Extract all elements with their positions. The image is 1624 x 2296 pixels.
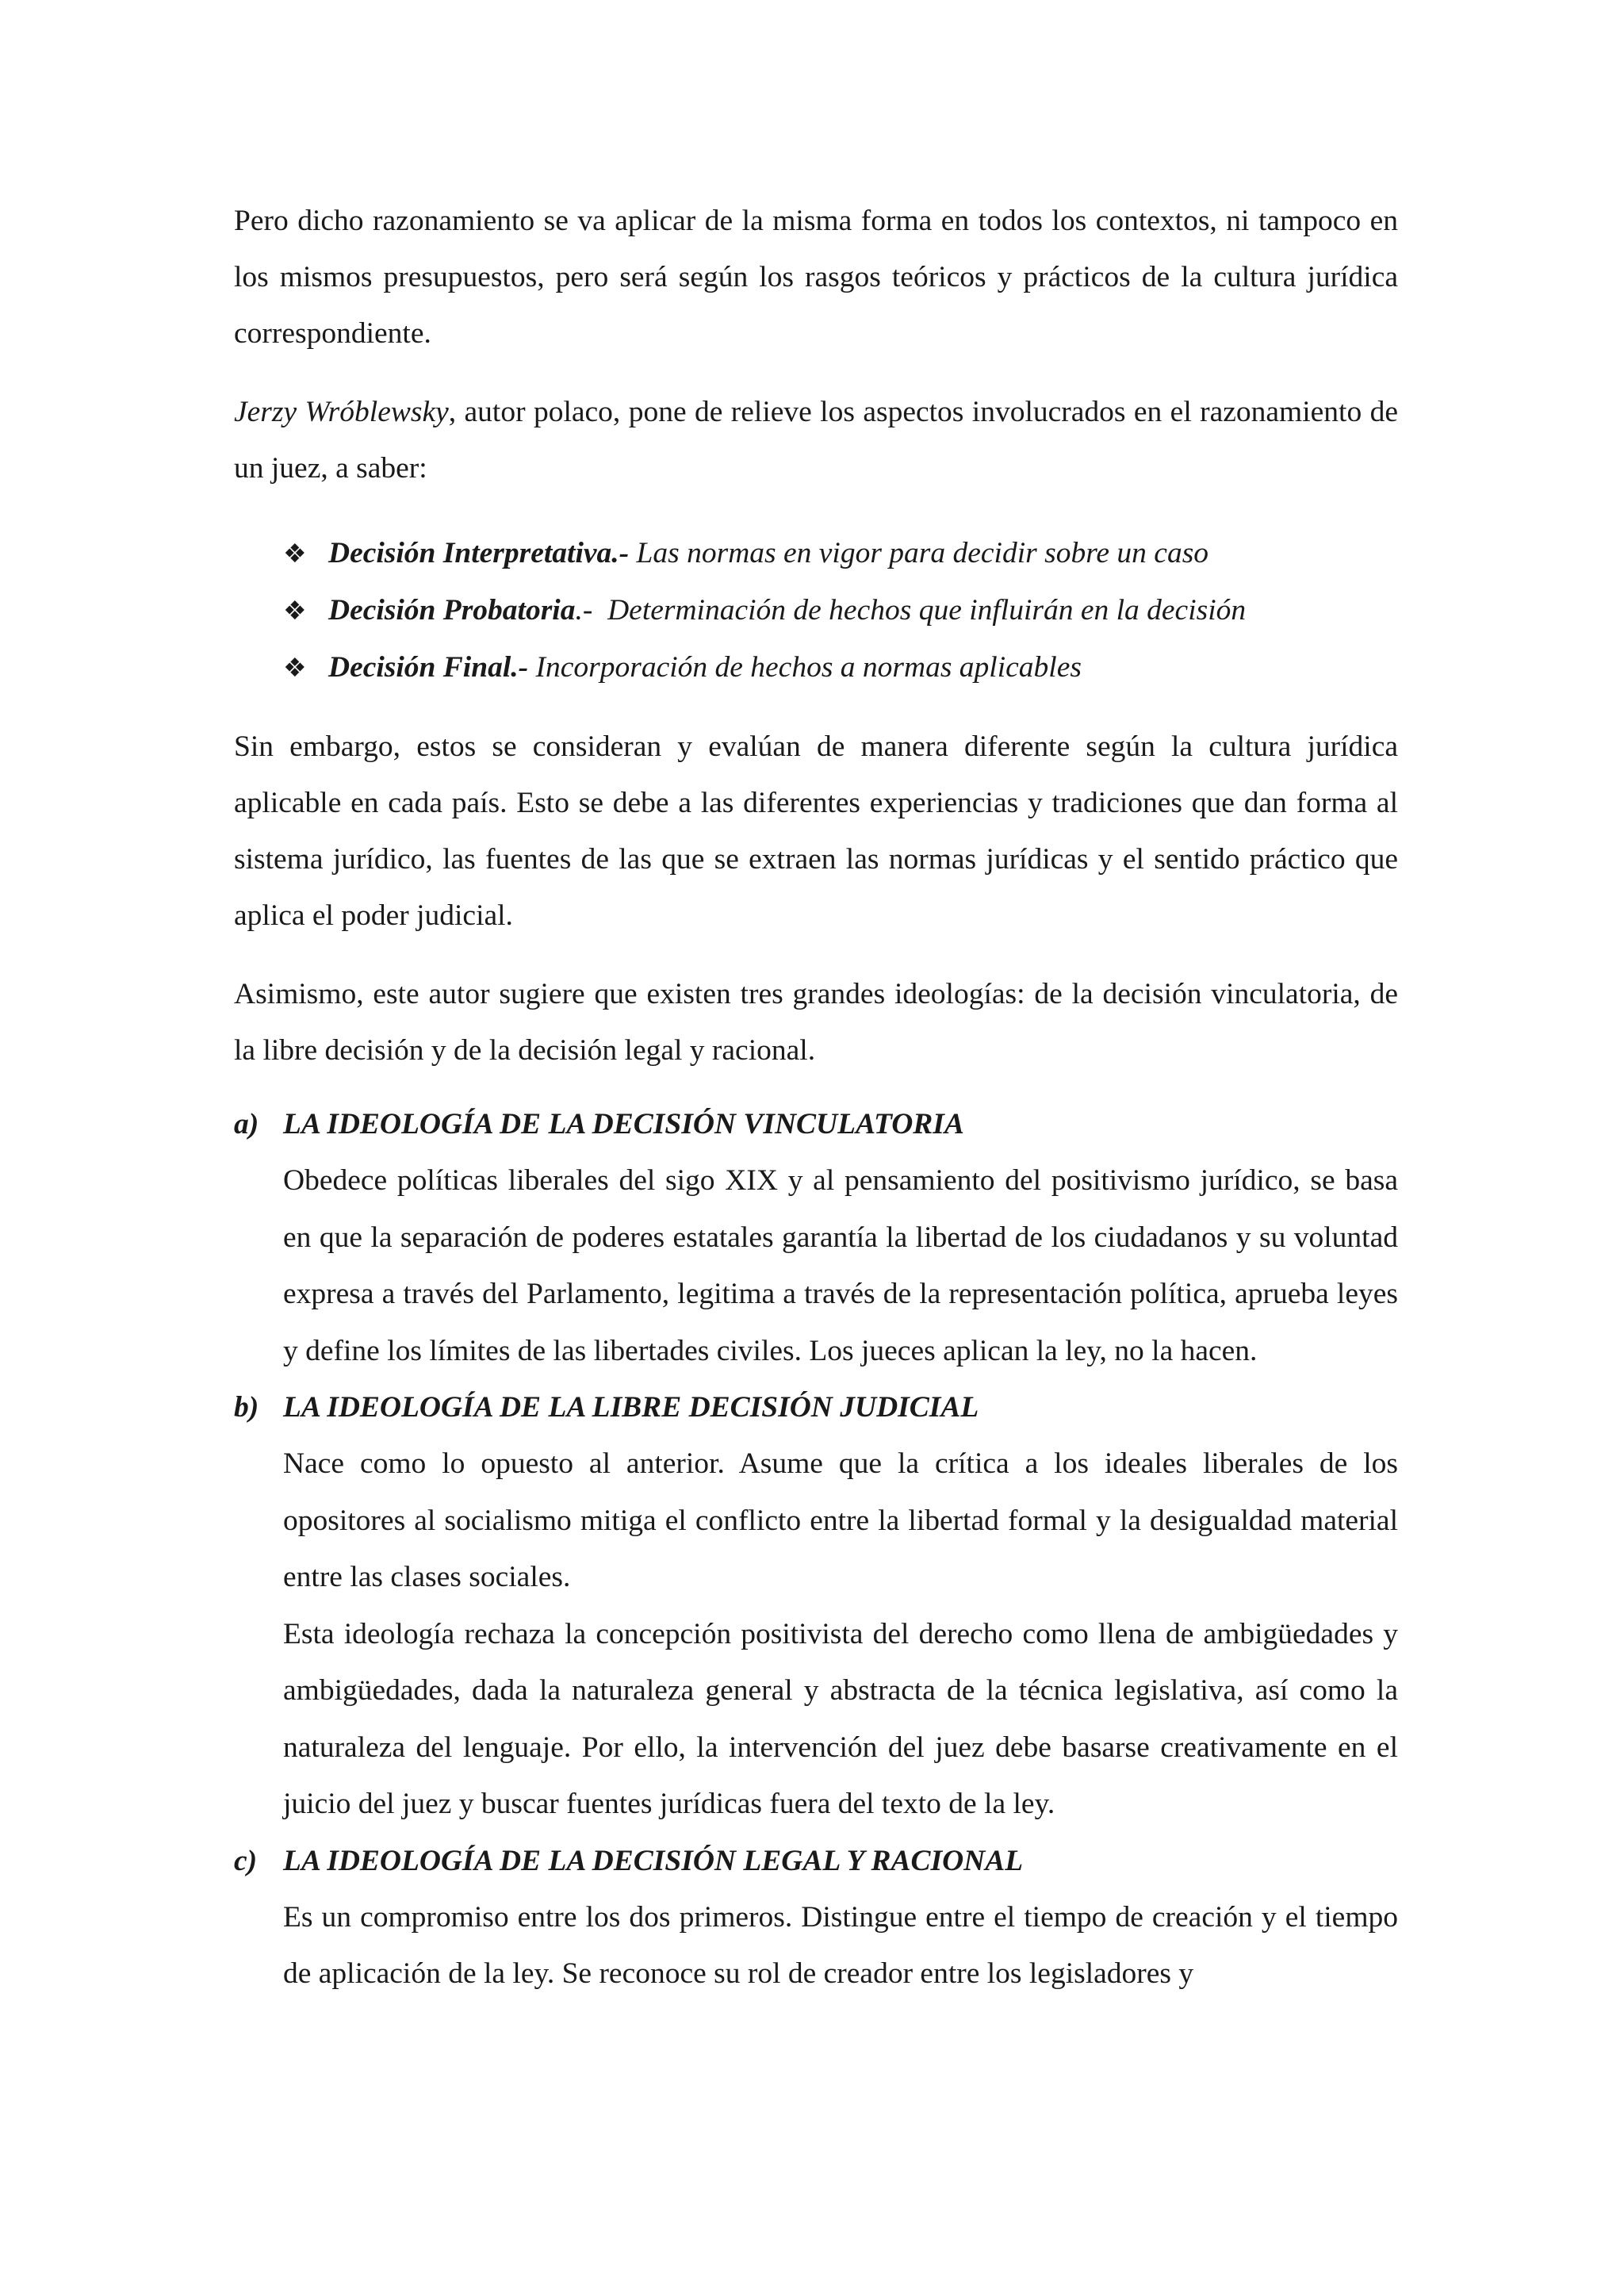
author-paragraph <box>234 384 1398 496</box>
decision-list <box>234 525 1398 696</box>
section-title: LA IDEOLOGÍA DE LA DECISIÓN VINCULATORIA <box>283 1108 964 1140</box>
section-letter: b) <box>234 1391 259 1424</box>
section-title: LA IDEOLOGÍA DE LA LIBRE DECISIÓN JUDICIAL <box>283 1391 979 1424</box>
culture-paragraph: Sin embargo, estos se consideran y evalúan de manera diferente según la cultura jurídica aplicable en cada país. Esto se debe a las diferentes experiencias y tradiciones que dan forma al sistema jurídico, las fuentes de las que se extraen las normas jurídicas y el sentido práctico que aplica el poder judicial. <box>234 730 1398 932</box>
section-title: LA IDEOLOGÍA DE LA DECISIÓN LEGAL Y RACIONAL <box>283 1844 1024 1877</box>
list-item <box>283 582 1398 639</box>
list-item-term: Decisión Probatoria <box>328 594 576 627</box>
list-item-description: Las normas en vigor para decidir sobre un caso <box>636 537 1209 569</box>
list-item-description: Determinación de hechos que influirán en la decisión <box>607 594 1247 627</box>
section-body <box>234 1889 1398 2003</box>
section-c <box>234 1833 1398 2003</box>
list-item <box>283 639 1398 696</box>
list-item-term: Decisión Interpretativa. <box>328 537 619 569</box>
diamond-bullet-icon: ❖ <box>283 595 307 626</box>
list-item-separator: .- <box>575 594 608 627</box>
section-b <box>234 1379 1398 1833</box>
diamond-bullet-icon: ❖ <box>283 538 307 569</box>
list-item-term: Decisión Final. <box>328 651 519 684</box>
ideologies-paragraph: Asimismo, este autor sugiere que existen tres grandes ideologías: de la decisión vinculatoria, de la libre decisión y de la decisión legal y racional. <box>234 978 1398 1067</box>
section-body <box>234 1435 1398 1833</box>
list-item <box>283 525 1398 582</box>
section-letter: a) <box>234 1108 259 1140</box>
section-heading <box>234 1096 1398 1152</box>
author-paragraph-text: , autor polaco, pone de relieve los aspectos involucrados en el razonamiento de un juez, a saber: <box>234 396 1398 485</box>
list-item-separator: - <box>518 651 536 684</box>
section-heading <box>234 1833 1398 1889</box>
section-paragraph: Es un compromiso entre los dos primeros. Distingue entre el tiempo de creación y el tiempo de aplicación de la ley. Se reconoce su rol de creador entre los legisladores y <box>283 1900 1398 1990</box>
section-paragraph: Esta ideología rechaza la concepción positivista del derecho como llena de ambigüedades y ambigüedades, dada la naturaleza general y abstracta de la técnica legislativa, así como la naturaleza del lenguaje. Por ello, la intervención del juez debe basarse creativamente en el juicio del juez y buscar fuentes jurídicas fuera del texto de la ley. <box>283 1617 1398 1820</box>
section-paragraph: Nace como lo opuesto al anterior. Asume que la crítica a los ideales liberales de los opositores al socialismo mitiga el conflicto entre la libertad formal y la desigualdad material entre las clases sociales. <box>283 1447 1398 1593</box>
list-item-description: Incorporación de hechos a normas aplicables <box>535 651 1082 684</box>
intro-paragraph: Pero dicho razonamiento se va aplicar de la misma forma en todos los contextos, ni tampoco en los mismos presupuestos, pero será según los rasgos teóricos y prácticos de la cultura jurídica correspondiente. <box>234 205 1398 350</box>
section-body <box>234 1152 1398 1379</box>
author-name: Jerzy Wróblewsky <box>234 396 449 428</box>
list-item-separator: - <box>619 537 637 569</box>
section-paragraph: Obedece políticas liberales del sigo XIX y al pensamiento del positivismo jurídico, se basa en que la separación de poderes estatales garantía la libertad de los ciudadanos y su voluntad expresa a través del Parlamento, legitima a través de la representación política, aprueba leyes y define los límites de las libertades civiles. Los jueces aplican la ley, no la hacen. <box>283 1164 1398 1367</box>
diamond-bullet-icon: ❖ <box>283 652 307 683</box>
section-a <box>234 1096 1398 1379</box>
section-heading <box>234 1379 1398 1435</box>
section-letter: c) <box>234 1844 258 1877</box>
